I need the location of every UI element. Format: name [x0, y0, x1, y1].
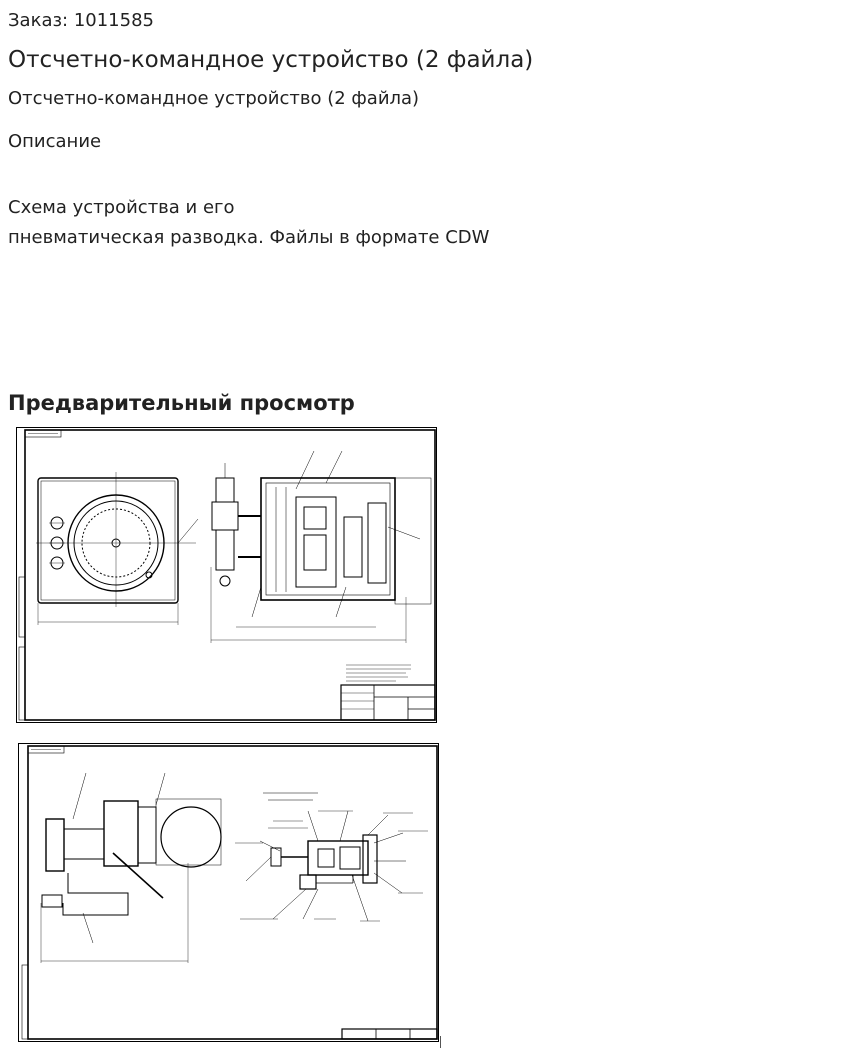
- drawing-sheet-2[interactable]: [18, 743, 439, 1042]
- page-subtitle: Отсчетно-командное устройство (2 файла): [8, 88, 420, 109]
- description-heading: Описание: [8, 131, 102, 152]
- order-number: Заказ: 1011585: [8, 10, 154, 31]
- preview-heading: Предварительный просмотр: [8, 391, 355, 415]
- page-title: Отсчетно-командное устройство (2 файла): [8, 47, 534, 73]
- text-cursor: [440, 1036, 441, 1048]
- description-text: [8, 193, 489, 253]
- drawing-sheet-1[interactable]: [16, 427, 437, 723]
- description-line: Схема устройства и его: [8, 197, 235, 218]
- description-line: пневматическая разводка. Файлы в формате CDW: [8, 227, 490, 248]
